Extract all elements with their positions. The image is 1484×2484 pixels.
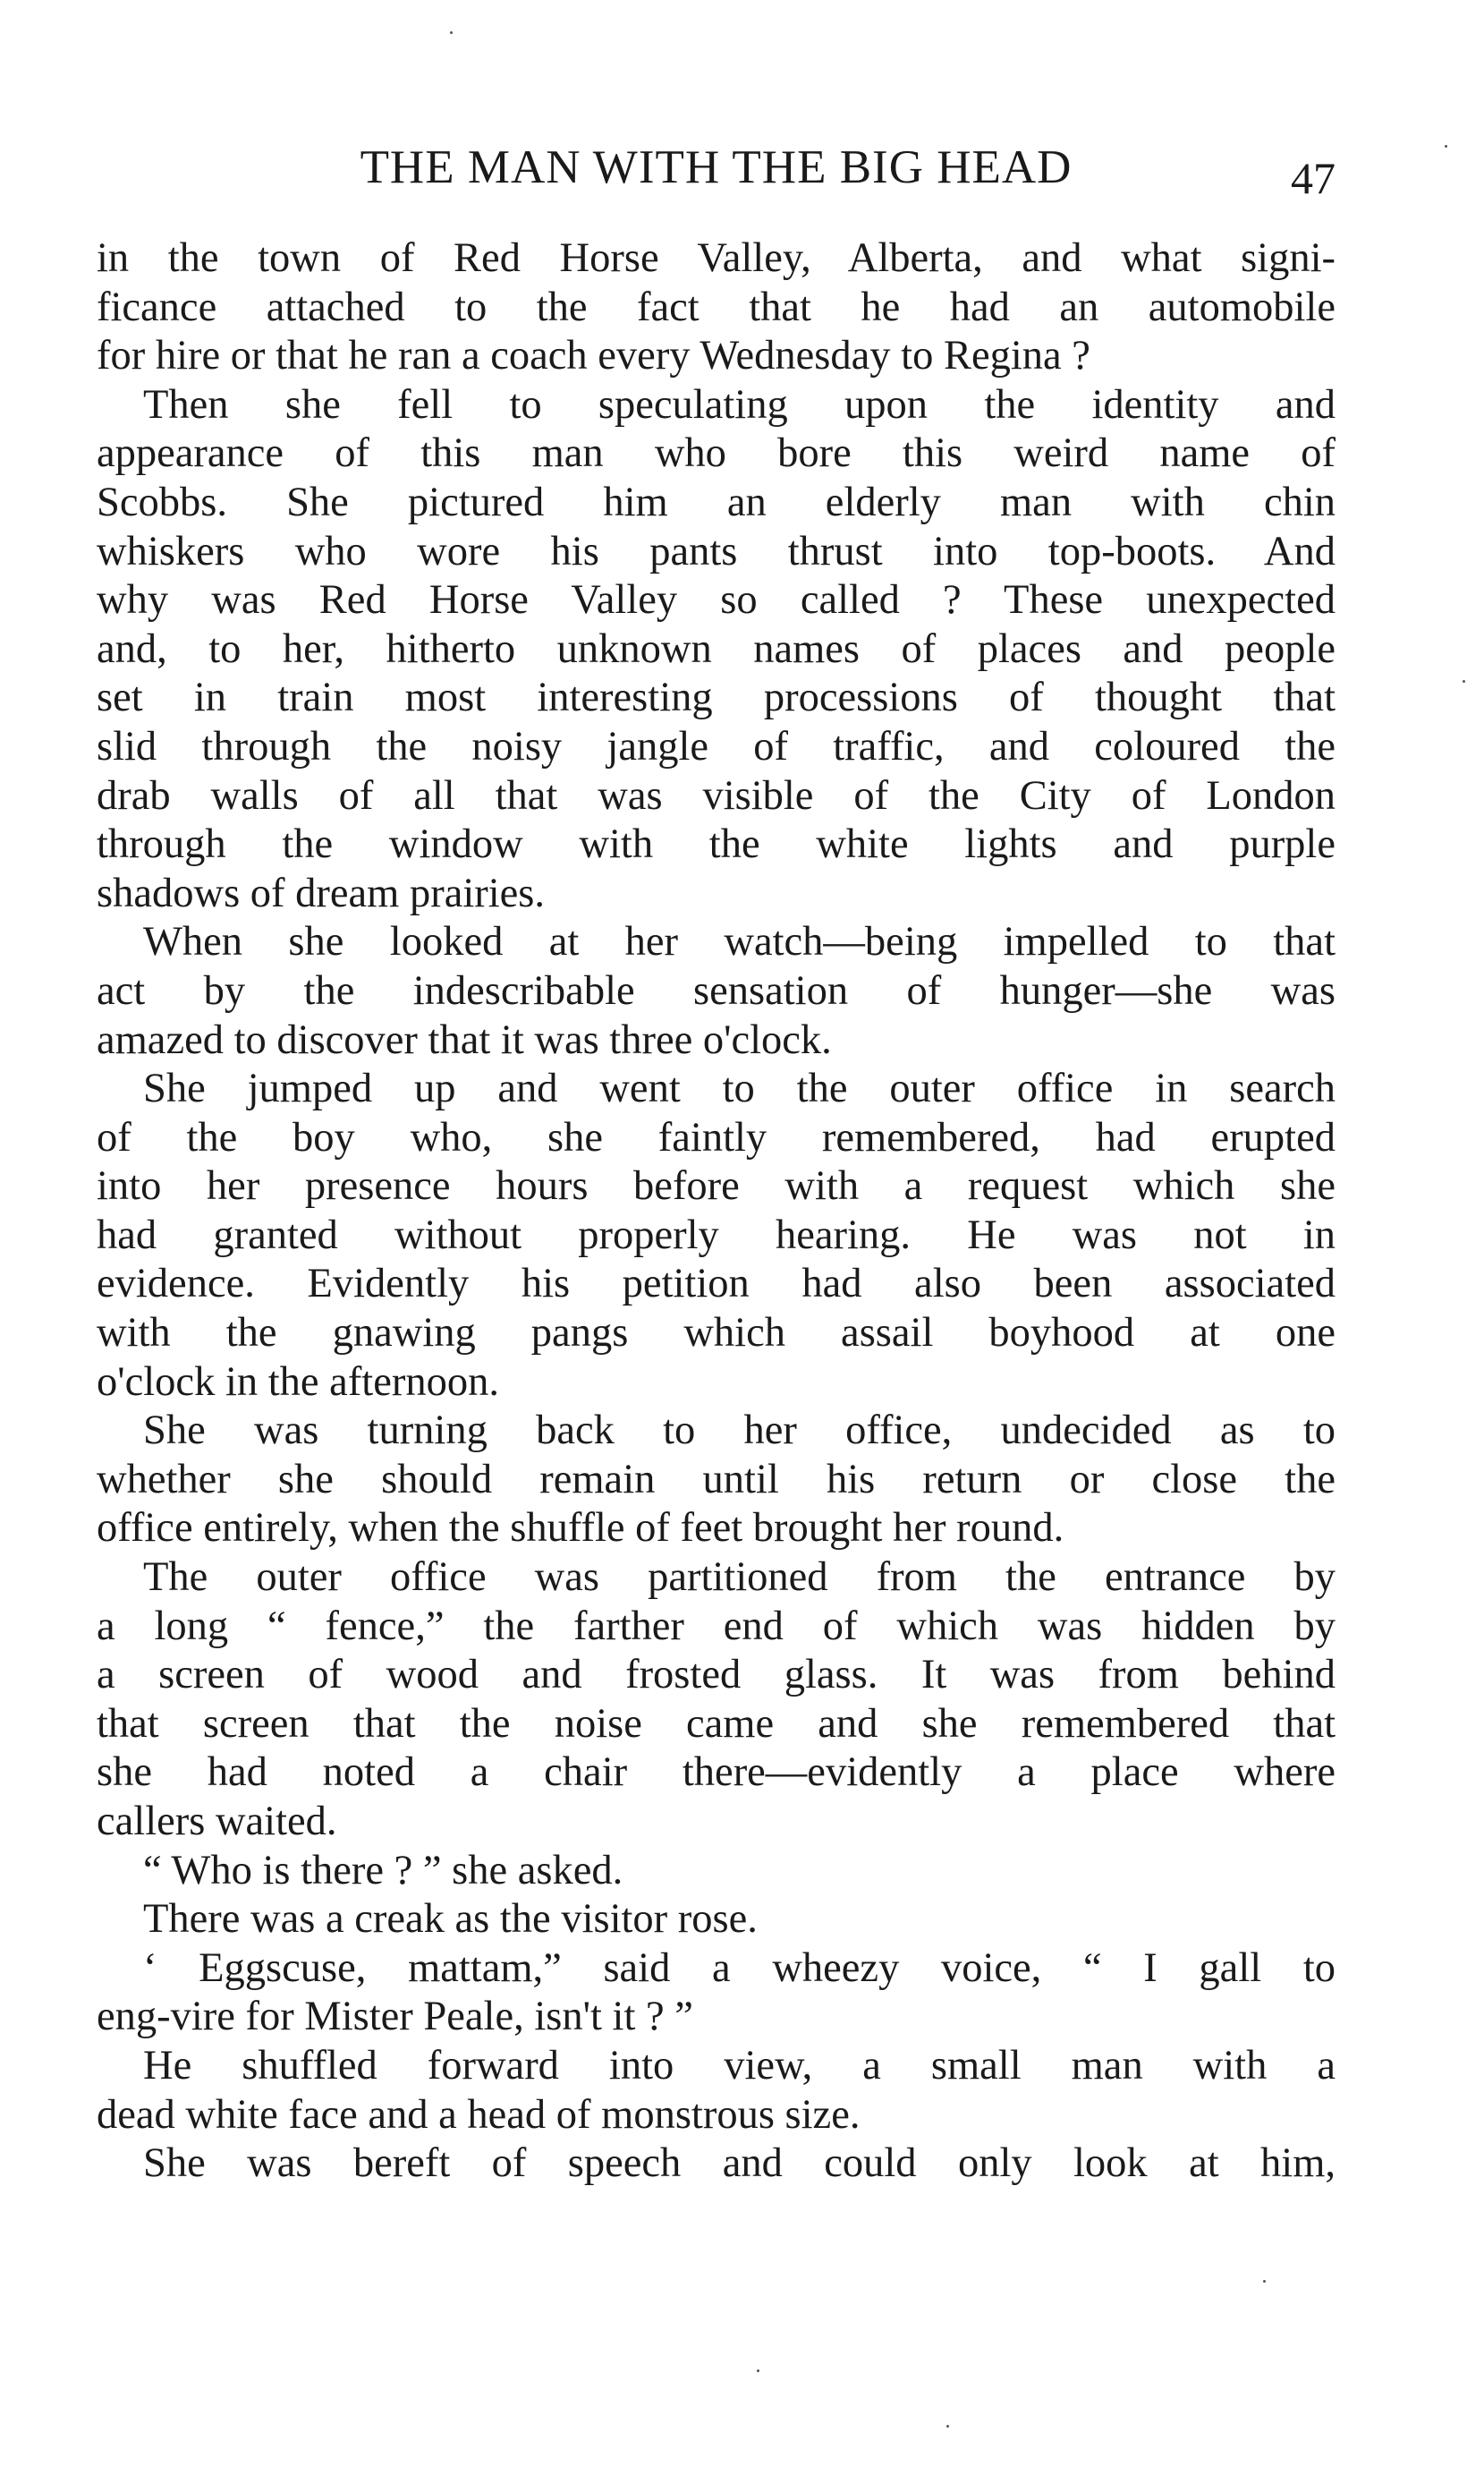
text-line: When she looked at her watch—being impelled to that bbox=[143, 919, 1336, 966]
text-line: ‘ Eggscuse, mattam,” said a wheezy voice, “ I gall to bbox=[143, 1944, 1336, 1991]
text-line: into her presence hours before with a request which she bbox=[97, 1163, 1336, 1210]
text-line: There was a creak as the visitor rose. bbox=[143, 1896, 758, 1943]
text-line: He shuffled forward into view, a small man with a bbox=[143, 2042, 1336, 2088]
running-header bbox=[97, 136, 1336, 204]
text-line: eng-vire for Mister Peale, isn't it ? ” bbox=[97, 1994, 693, 2040]
text-line: o'clock in the afternoon. bbox=[97, 1358, 499, 1405]
paper-speck bbox=[1263, 2280, 1266, 2283]
text-line: why was Red Horse Valley so called ? These unexpected bbox=[97, 577, 1336, 624]
text-line: whiskers who wore his pants thrust into top-boots. And bbox=[97, 528, 1336, 574]
text-line: a screen of wood and frosted glass. It was from behind bbox=[97, 1652, 1336, 1698]
text-line: set in train most interesting processions of thought that bbox=[97, 675, 1336, 721]
text-line: of the boy who, she faintly remembered, had erupted bbox=[97, 1114, 1336, 1161]
text-line: and, to her, hitherto unknown names of places and people bbox=[97, 625, 1336, 672]
text-line: dead white face and a head of monstrous size. bbox=[97, 2091, 861, 2138]
paper-speck bbox=[946, 2425, 949, 2428]
text-line: act by the indescribable sensation of hunger—she was bbox=[97, 967, 1336, 1014]
text-line: through the window with the white lights and purple bbox=[97, 821, 1336, 868]
text-line: amazed to discover that it was three o'clock. bbox=[97, 1017, 832, 1063]
text-line: office entirely, when the shuffle of feet brought her round. bbox=[97, 1505, 1064, 1552]
chapter-title: THE MAN WITH THE BIG HEAD bbox=[360, 141, 1073, 193]
text-line: appearance of this man who bore this weird name of bbox=[97, 430, 1336, 477]
text-line: had granted without properly hearing. He was not in bbox=[97, 1212, 1336, 1258]
text-line: The outer office was partitioned from the entrance by bbox=[143, 1554, 1336, 1601]
text-line: She was bereft of speech and could only look at him, bbox=[143, 2140, 1336, 2187]
paper-speck bbox=[1463, 680, 1465, 683]
text-line: She was turning back to her office, undecided as to bbox=[143, 1408, 1336, 1454]
text-line: she had noted a chair there—evidently a place where bbox=[97, 1749, 1336, 1796]
text-line: a long “ fence,” the farther end of which was hidden by bbox=[97, 1603, 1336, 1649]
text-line: for hire or that he ran a coach every Wednesday to Regina ? bbox=[97, 333, 1090, 379]
text-line: callers waited. bbox=[97, 1799, 337, 1844]
text-line: She jumped up and went to the outer office in search bbox=[143, 1066, 1336, 1112]
paper-speck bbox=[450, 31, 453, 34]
text-line: with the gnawing pangs which assail boyhood at one bbox=[97, 1310, 1336, 1357]
text-line: shadows of dream prairies. bbox=[97, 870, 546, 916]
text-line: evidence. Evidently his petition had also been associated bbox=[97, 1261, 1336, 1307]
text-line: that screen that the noise came and she remembered that bbox=[97, 1700, 1336, 1747]
text-line: Then she fell to speculating upon the identity and bbox=[143, 381, 1336, 428]
paper-speck bbox=[1445, 145, 1447, 148]
body-text bbox=[97, 234, 1336, 2189]
text-line: whether she should remain until his return or close the bbox=[97, 1456, 1336, 1502]
text-line: in the town of Red Horse Valley, Alberta, and what signi- bbox=[97, 235, 1336, 281]
text-line: drab walls of all that was visible of the City of London bbox=[97, 772, 1336, 819]
text-line: slid through the noisy jangle of traffic, and coloured the bbox=[97, 723, 1336, 770]
text-line: ficance attached to the fact that he had an automobile bbox=[97, 284, 1336, 330]
text-line: Scobbs. She pictured him an elderly man with chin bbox=[97, 479, 1336, 525]
paper-speck bbox=[757, 2369, 759, 2372]
text-line: “ Who is there ? ” she asked. bbox=[143, 1847, 623, 1893]
page-number: 47 bbox=[1291, 153, 1336, 203]
